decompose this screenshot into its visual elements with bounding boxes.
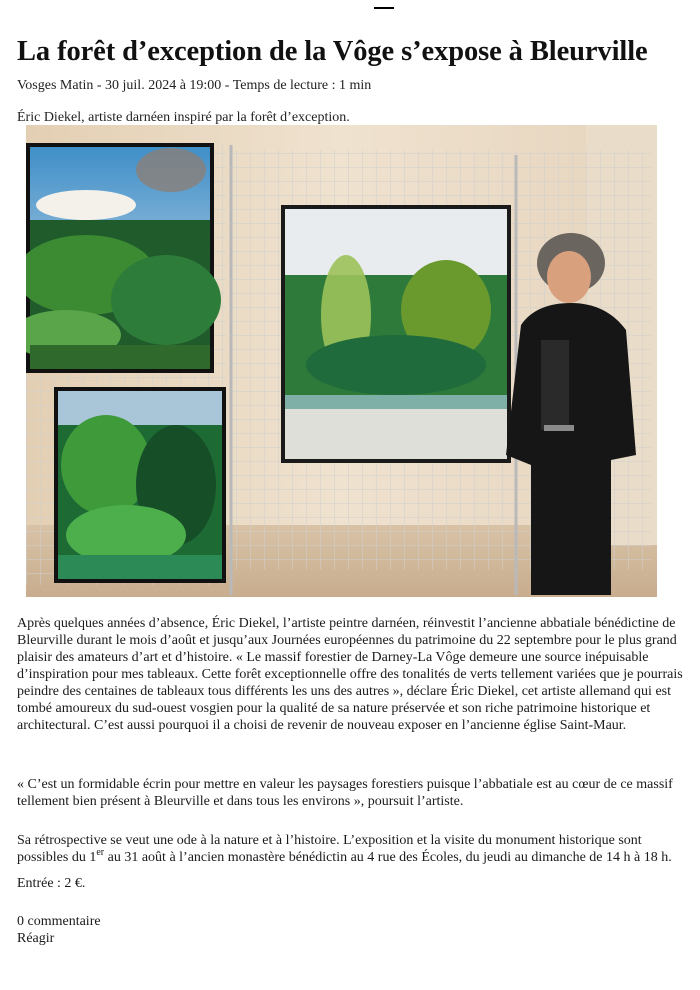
entry-price: Entrée : 2 €. (17, 876, 86, 891)
photo-caption: Éric Diekel, artiste darnéen inspiré par la forêt d’exception. (17, 110, 350, 125)
article-footer (17, 913, 101, 947)
react-link[interactable]: Réagir (17, 931, 55, 946)
article-paragraph (17, 832, 683, 866)
paragraph-text: Sa rétrospective se veut une ode à la nature et à l’histoire. L’exposition et la visite du monument historique sont possibles du 1 (17, 833, 642, 865)
article-paragraph: « C’est un formidable écrin pour mettre en valeur les paysages forestiers puisque l’abbatiale est au cœur de ce massif tellement bien présent à Bleurville et dans tous les environs », poursuit l’artiste. (17, 777, 673, 809)
article-meta: Vosges Matin - 30 juil. 2024 à 19:00 - Temps de lecture : 1 min (17, 78, 372, 93)
article-title: La forêt d’exception de la Vôge s’expose à Bleurville (17, 36, 648, 67)
paragraph-text: au 31 août à l’ancien monastère bénédictin au 4 rue des Écoles, du jeudi au dimanche de 14 h à 18 h. (104, 850, 672, 865)
comments-link[interactable]: 0 commentaire (17, 914, 101, 929)
top-menu-bar[interactable] (374, 7, 394, 9)
article-photo (26, 125, 657, 597)
article-paragraph: Après quelques années d’absence, Éric Diekel, l’artiste peintre darnéen, réinvestit l’ancienne abbatiale bénédictine de Bleurville durant le mois d’août et jusqu’aux Journées européennes du patrimoine du 22 septembre pour le plus grand plaisir des amateurs d’art et d’histoire. « Le massif forestier de Darney-La Vôge demeure une source inépuisable d’inspiration pour mes tableaux. Cette forêt exceptionnelle offre des tonalités de verts tellement variées que je pourrais peindre des centaines de tableaux tous différents les uns des autres », déclare Éric Diekel, cet artiste allemand qui est tombé amoureux du sud-ouest vosgien pour la qualité de sa nature préservée et son riche patrimoine historique et architectural. C’est aussi pourquoi il a choisi de revenir de nouveau exposer en l’ancienne église Saint-Maur. (17, 616, 683, 733)
ordinal-suffix: er (96, 847, 105, 858)
